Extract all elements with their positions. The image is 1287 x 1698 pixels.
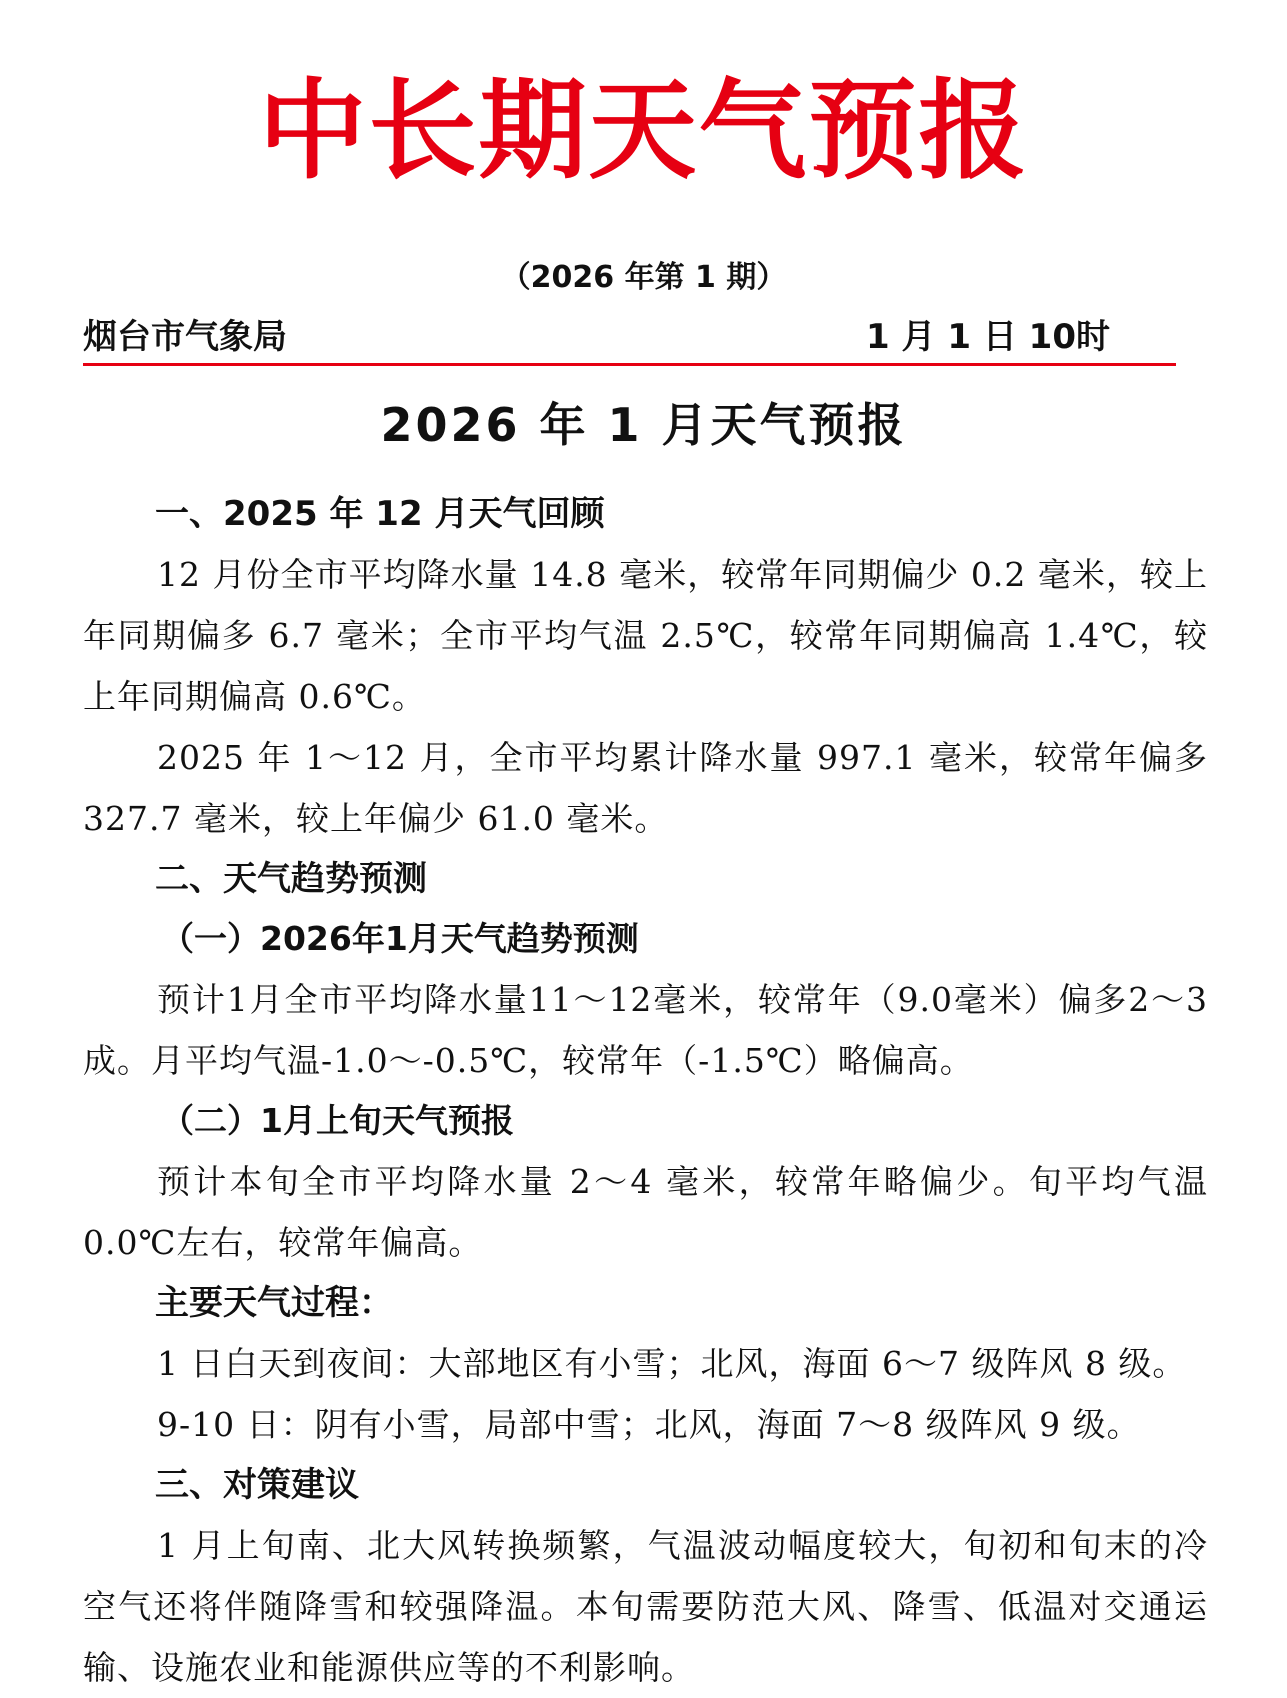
subsection-heading-monthly: （一）2026年1月天气趋势预测	[161, 919, 639, 958]
issue-number: （2026 年第 1 期）	[500, 260, 787, 295]
red-divider-line	[83, 363, 1176, 366]
dekad-forecast-paragraph: 预计本旬全市平均降水量 2～4 毫米，较常年略偏少。旬平均气温 0.0℃左右，较常年偏高。	[83, 1162, 1208, 1262]
masthead-title: 中长期天气预报	[258, 69, 1029, 194]
weather-process-item: 1 日白天到夜间：大部地区有小雪；北风，海面 6～7 级阵风 8 级。	[157, 1344, 1187, 1383]
section-heading-advice: 三、对策建议	[155, 1465, 359, 1505]
issue-time: 1 月 1 日 10时	[866, 317, 1110, 357]
subsection-heading-dekad: （二）1月上旬天气预报	[161, 1101, 514, 1140]
review-paragraph-annual: 2025 年 1～12 月，全市平均累计降水量 997.1 毫米，较常年偏多 327.7 毫米，较上年偏少 61.0 毫米。	[83, 738, 1208, 838]
document-title: 2026 年 1 月天气预报	[380, 398, 907, 452]
section-heading-review: 一、2025 年 12 月天气回顾	[155, 494, 605, 534]
document-body	[83, 484, 1208, 1698]
advice-paragraph: 1 月上旬南、北大风转换频繁，气温波动幅度较大，旬初和旬末的冷空气还将伴随降雪和较强降温。本旬需要防范大风、降雪、低温对交通运输、设施农业和能源供应等的不利影响。	[83, 1526, 1208, 1687]
weather-process-item: 9-10 日：阴有小雪，局部中雪；北风，海面 7～8 级阵风 9 级。	[157, 1405, 1141, 1444]
review-paragraph-december: 12 月份全市平均降水量 14.8 毫米，较常年同期偏少 0.2 毫米，较上年同期偏多 6.7 毫米；全市平均气温 2.5℃，较常年同期偏高 1.4℃，较上年同期偏高 0.6℃。	[83, 555, 1208, 716]
weather-process-heading: 主要天气过程：	[155, 1283, 393, 1323]
monthly-forecast-paragraph: 预计1月全市平均降水量11～12毫米，较常年（9.0毫米）偏多2～3成。月平均气温-1.0～-0.5℃，较常年（-1.5℃）略偏高。	[83, 980, 1208, 1080]
section-heading-forecast: 二、天气趋势预测	[155, 859, 427, 899]
issuer-name: 烟台市气象局	[83, 317, 287, 357]
